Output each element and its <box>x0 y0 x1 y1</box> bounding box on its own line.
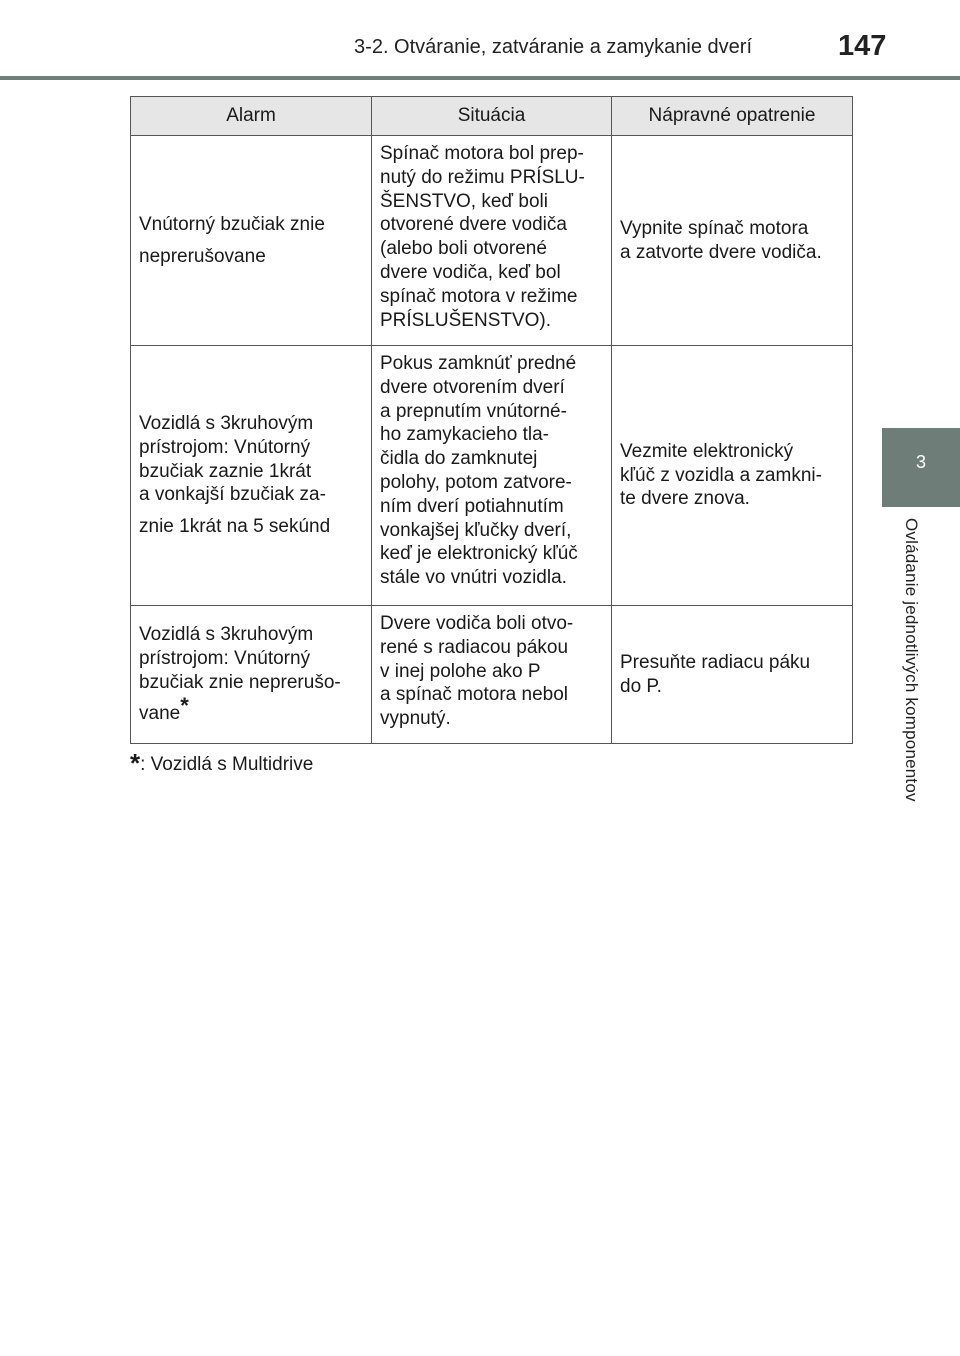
page-number: 147 <box>838 30 887 62</box>
column-header-action: Nápravné opatrenie <box>612 97 853 136</box>
table-row <box>131 136 853 346</box>
chapter-tab <box>882 428 960 507</box>
alarm-cell <box>131 346 372 606</box>
column-header-situation: Situácia <box>372 97 612 136</box>
alarm-table <box>130 96 853 744</box>
section-title: 3-2. Otváranie, zatváranie a zamykanie dverí <box>354 36 752 58</box>
alarm-text: Vozidlá s 3kruhovým prístrojom: Vnútorný bzučiak zaznie 1krát a vonkajší bzučiak za- znie 1krát na 5 sekúnd <box>139 413 331 538</box>
header-divider <box>0 76 960 80</box>
alarm-cell <box>131 136 372 346</box>
action-cell: Presuňte radiacu páku do P. <box>612 606 853 744</box>
footnote <box>130 748 313 779</box>
alarm-text: Vozidlá s 3kruhovým prístrojom: Vnútorný bzučiak znie neprerušo- vane <box>139 623 341 725</box>
alarm-cell <box>131 606 372 744</box>
action-cell: Vezmite elektronický kľúč z vozidla a zamkni- te dvere znova. <box>612 346 853 606</box>
situation-cell: Dvere vodiča boli otvo- rené s radiacou pákou v inej polohe ako P a spínač motora nebol vypnutý. <box>372 606 612 744</box>
action-cell: Vypnite spínač motora a zatvorte dvere vodiča. <box>612 136 853 346</box>
footnote-star: * <box>130 748 141 778</box>
footnote-text: : Vozidlá s Multidrive <box>140 754 314 775</box>
table-header-row <box>131 97 853 136</box>
alarm-text: Vnútorný bzučiak znie neprerušovane <box>139 213 325 267</box>
footnote-marker: * <box>180 693 189 719</box>
situation-cell: Pokus zamknúť predné dvere otvorením dverí a prepnutím vnútorné- ho zamykacieho tla- čidla do zamknutej polohy, potom zatvore- ním dverí potiahnutím vonkajšej kľučky dverí, keď je elektronický kľúč stále vo vnútri vozidla. <box>372 346 612 606</box>
table-row <box>131 606 853 744</box>
column-header-alarm: Alarm <box>131 97 372 136</box>
table-row <box>131 346 853 606</box>
situation-cell: Spínač motora bol prep- nutý do režimu PRÍSLU- ŠENSTVO, keď boli otvorené dvere vodiča (alebo boli otvorené dvere vodiča, keď bol spínač motora v režime PRÍSLUŠENSTVO). <box>372 136 612 346</box>
chapter-number: 3 <box>915 452 926 472</box>
chapter-title: Ovládanie jednotlivých komponentov <box>902 518 921 802</box>
